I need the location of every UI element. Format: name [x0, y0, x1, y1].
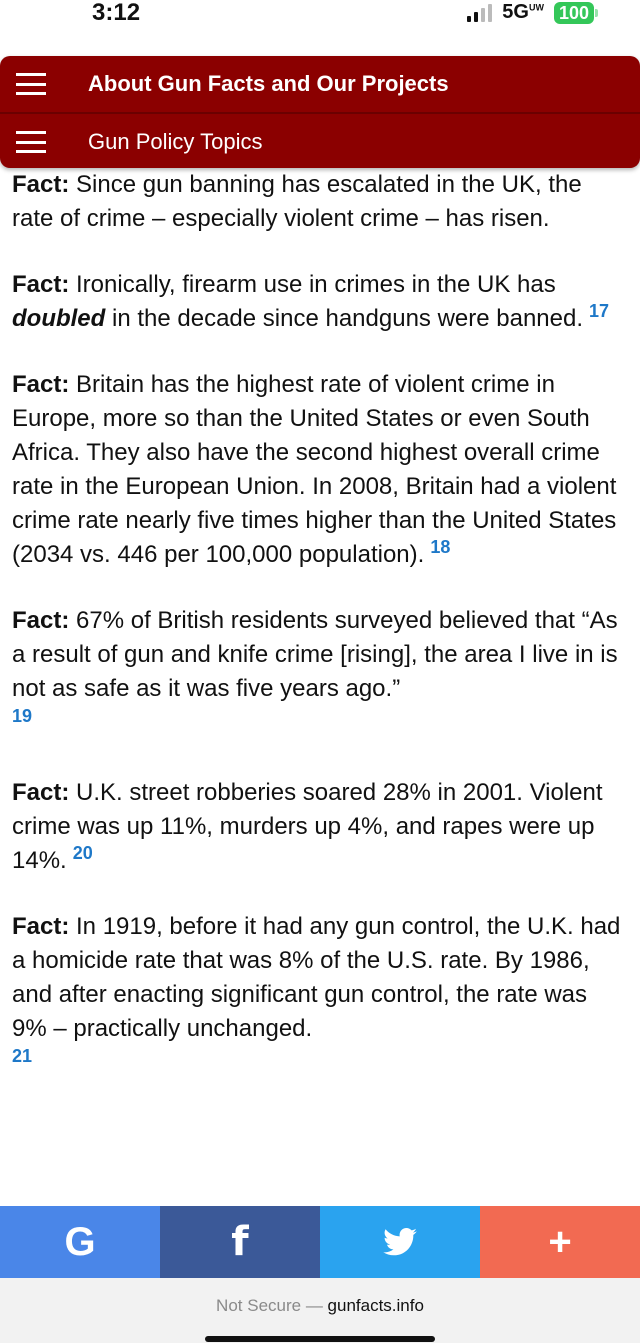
fact-emphasis: doubled — [12, 305, 106, 332]
fact-label: Fact: — [12, 371, 70, 398]
home-indicator[interactable] — [205, 1336, 435, 1342]
citation-link-21[interactable]: 21 — [12, 1046, 33, 1066]
security-indicator: Not Secure — [216, 1296, 302, 1315]
menu-label[interactable]: About Gun Facts and Our Projects — [88, 71, 449, 96]
fact-paragraph — [12, 604, 628, 726]
status-time: 3:12 — [92, 0, 141, 26]
fact-label: Fact: — [12, 171, 70, 198]
fact-text: Ironically, firearm use in crimes in the UK has — [69, 271, 556, 298]
network-indicator: $5G^{UW}$ — [502, 1, 544, 23]
share-google-button[interactable] — [0, 1206, 160, 1278]
google-icon: G — [64, 1219, 96, 1264]
fact-paragraph — [12, 168, 628, 236]
fact-label: Fact: — [12, 913, 70, 940]
twitter-bird-icon — [383, 1228, 417, 1256]
fact-text: 67% of British residents surveyed believed that “As a result of gun and knife crime [rising], the area I live in is not as safe as it was five years ago.” — [12, 607, 618, 702]
menu-label[interactable]: Gun Policy Topics — [88, 129, 263, 154]
hamburger-menu-icon[interactable] — [16, 73, 46, 95]
fact-paragraph — [12, 776, 628, 878]
plus-icon: + — [548, 1219, 572, 1264]
fact-paragraph — [12, 268, 628, 336]
site-menu-bar — [0, 56, 640, 168]
fact-paragraph — [12, 368, 628, 572]
citation-link-20[interactable]: 20 — [72, 843, 93, 863]
share-twitter-button[interactable] — [320, 1206, 480, 1278]
address-text[interactable] — [0, 1296, 640, 1316]
fact-paragraph — [12, 910, 628, 1066]
facebook-icon: f — [231, 1219, 249, 1265]
share-bar — [0, 1206, 640, 1278]
domain-label: gunfacts.info — [327, 1296, 424, 1315]
menu-about-gun-facts[interactable] — [0, 56, 640, 112]
hamburger-menu-icon[interactable] — [16, 131, 46, 153]
fact-label: Fact: — [12, 779, 70, 806]
fact-label: Fact: — [12, 271, 70, 298]
article-content — [12, 168, 628, 1066]
fact-text: Since gun banning has escalated in the UK, the rate of crime – especially violent crime – has risen. — [12, 171, 582, 232]
citation-link-17[interactable]: 17 — [589, 301, 610, 321]
battery-icon: 100 — [554, 2, 594, 24]
fact-text: In 1919, before it had any gun control, the U.K. had a homicide rate that was 8% of the U.S. rate. By 1986, and after enacting significant gun control, the rate was 9% – practically unchanged. — [12, 913, 621, 1042]
status-indicators — [467, 1, 594, 24]
browser-address-bar[interactable] — [0, 1278, 640, 1343]
fact-label: Fact: — [12, 607, 70, 634]
fact-text: U.K. street robberies soared 28% in 2001. Violent crime was up 11%, murders up 4%, and rapes were up 14%. — [12, 779, 603, 874]
citation-link-19[interactable]: 19 — [12, 706, 33, 726]
fact-text: Britain has the highest rate of violent crime in Europe, more so than the United States or even South Africa. They also have the second highest overall crime rate in the European Union. In 2008, Britain had a violent crime rate nearly five times higher than the United States (2034 vs. 446 per 100,000 population). — [12, 371, 617, 568]
fact-text: in the decade since handguns were banned. — [105, 305, 584, 332]
signal-strength-icon — [467, 4, 492, 22]
share-facebook-button[interactable] — [160, 1206, 320, 1278]
share-more-button[interactable] — [480, 1206, 640, 1278]
address-separator: — — [301, 1296, 328, 1315]
status-bar — [0, 0, 640, 56]
citation-link-18[interactable]: 18 — [430, 537, 451, 557]
menu-gun-policy-topics[interactable] — [0, 112, 640, 170]
